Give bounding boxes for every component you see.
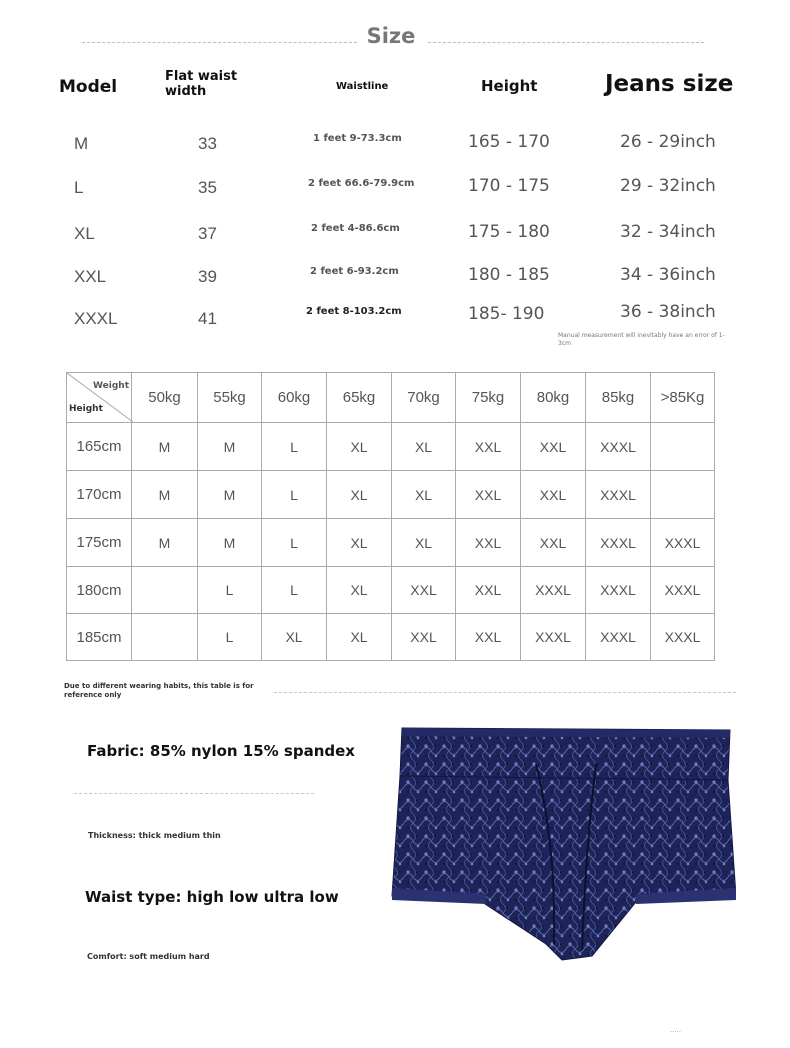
grid-row bbox=[67, 423, 715, 471]
grid-height-label: 165cm bbox=[67, 423, 132, 471]
size-row-height: 165 - 170 bbox=[468, 132, 550, 152]
grid-cell: XL bbox=[327, 423, 392, 471]
grid-cell: XXL bbox=[456, 423, 521, 471]
fabric-divider bbox=[74, 793, 314, 794]
size-row-jeans: 29 - 32inch bbox=[620, 176, 716, 196]
grid-cell: XXXL bbox=[521, 614, 586, 661]
grid-cell: M bbox=[132, 519, 198, 567]
grid-cell: L bbox=[262, 471, 327, 519]
grid-row bbox=[67, 471, 715, 519]
size-grid-table bbox=[66, 372, 715, 661]
grid-cell: XL bbox=[327, 614, 392, 661]
size-row-model: M bbox=[74, 134, 89, 153]
size-row-jeans: 26 - 29inch bbox=[620, 132, 716, 152]
size-row-waist: 2 feet 6-93.2cm bbox=[310, 266, 399, 277]
grid-weight-header: 80kg bbox=[521, 373, 586, 423]
grid-weight-header: 65kg bbox=[327, 373, 392, 423]
size-row-model: XXXL bbox=[74, 309, 118, 328]
size-row-flat: 35 bbox=[198, 178, 217, 197]
grid-cell: XL bbox=[327, 471, 392, 519]
grid-cell bbox=[132, 614, 198, 661]
grid-cell: M bbox=[132, 471, 198, 519]
fabric-label: Fabric: 85% nylon 15% spandex bbox=[87, 742, 355, 760]
grid-weight-header: >85Kg bbox=[651, 373, 715, 423]
grid-corner-cell bbox=[67, 373, 132, 423]
grid-cell: L bbox=[198, 614, 262, 661]
grid-cell bbox=[651, 471, 715, 519]
header-flat-waist-1: Flat waist bbox=[165, 69, 238, 84]
grid-cell: XXL bbox=[392, 614, 456, 661]
grid-height-label: 170cm bbox=[67, 471, 132, 519]
watermark: ····· bbox=[670, 1028, 682, 1036]
grid-cell: XXL bbox=[456, 519, 521, 567]
grid-cell: L bbox=[262, 423, 327, 471]
grid-cell: XXXL bbox=[651, 614, 715, 661]
grid-cell: L bbox=[262, 567, 327, 614]
grid-cell: XXL bbox=[392, 567, 456, 614]
size-row-jeans: 36 - 38inch bbox=[620, 302, 716, 322]
grid-weight-header: 85kg bbox=[586, 373, 651, 423]
title-divider-right bbox=[428, 42, 704, 43]
grid-row bbox=[67, 614, 715, 661]
grid-cell: XXXL bbox=[521, 567, 586, 614]
grid-cell: XXL bbox=[456, 614, 521, 661]
thickness-label: Thickness: thick medium thin bbox=[88, 831, 221, 840]
grid-cell bbox=[651, 423, 715, 471]
grid-cell: XXXL bbox=[586, 519, 651, 567]
grid-cell: XXL bbox=[521, 471, 586, 519]
grid-cell: M bbox=[132, 423, 198, 471]
size-row-height: 170 - 175 bbox=[468, 176, 550, 196]
waist-type-label: Waist type: high low ultra low bbox=[85, 888, 339, 906]
page-title: Size bbox=[366, 24, 416, 48]
grid-cell: XL bbox=[392, 423, 456, 471]
grid-cell: XL bbox=[262, 614, 327, 661]
grid-cell: XXL bbox=[521, 519, 586, 567]
size-row-waist: 1 feet 9-73.3cm bbox=[313, 133, 402, 144]
grid-cell: L bbox=[198, 567, 262, 614]
header-flat-waist-2: width bbox=[165, 84, 207, 99]
grid-cell bbox=[132, 567, 198, 614]
comfort-label: Comfort: soft medium hard bbox=[87, 952, 210, 961]
header-jeans-size: Jeans size bbox=[605, 71, 734, 97]
size-row-flat: 37 bbox=[198, 224, 217, 243]
grid-cell: XXXL bbox=[651, 567, 715, 614]
size-row-flat: 41 bbox=[198, 309, 217, 328]
grid-row bbox=[67, 567, 715, 614]
grid-cell: M bbox=[198, 423, 262, 471]
grid-corner-height: Height bbox=[69, 404, 103, 414]
grid-cell: XL bbox=[392, 519, 456, 567]
size-row-jeans: 32 - 34inch bbox=[620, 222, 716, 242]
size-row-waist: 2 feet 4-86.6cm bbox=[311, 223, 400, 234]
grid-cell: XXL bbox=[456, 567, 521, 614]
size-row-waist: 2 feet 66.6-79.9cm bbox=[308, 178, 415, 189]
header-height: Height bbox=[481, 77, 538, 95]
grid-weight-header: 60kg bbox=[262, 373, 327, 423]
grid-weight-header: 75kg bbox=[456, 373, 521, 423]
size-row-flat: 39 bbox=[198, 267, 217, 286]
grid-weight-header: 70kg bbox=[392, 373, 456, 423]
grid-cell: XXXL bbox=[586, 614, 651, 661]
grid-cell: L bbox=[262, 519, 327, 567]
reference-divider bbox=[274, 692, 736, 693]
grid-corner-weight: Weight bbox=[93, 381, 129, 391]
grid-cell: XXL bbox=[521, 423, 586, 471]
size-row-height: 180 - 185 bbox=[468, 265, 550, 285]
grid-weight-header: 50kg bbox=[132, 373, 198, 423]
grid-weight-header: 55kg bbox=[198, 373, 262, 423]
size-row-model: XL bbox=[74, 224, 95, 243]
grid-cell: XL bbox=[392, 471, 456, 519]
size-row-model: XXL bbox=[74, 267, 107, 286]
grid-height-label: 180cm bbox=[67, 567, 132, 614]
grid-cell: XXXL bbox=[586, 423, 651, 471]
grid-cell: M bbox=[198, 519, 262, 567]
size-row-waist: 2 feet 8-103.2cm bbox=[306, 306, 402, 317]
reference-note: Due to different wearing habits, this table is for reference only bbox=[64, 682, 254, 699]
grid-height-label: 185cm bbox=[67, 614, 132, 661]
grid-cell: XXL bbox=[456, 471, 521, 519]
size-row-height: 185- 190 bbox=[468, 304, 545, 324]
measurement-note: Manual measurement will inevitably have an error of 1-3cm bbox=[558, 332, 725, 347]
size-row-model: L bbox=[74, 178, 84, 197]
grid-cell: XXXL bbox=[651, 519, 715, 567]
size-row-height: 175 - 180 bbox=[468, 222, 550, 242]
size-row-jeans: 34 - 36inch bbox=[620, 265, 716, 285]
grid-row bbox=[67, 519, 715, 567]
size-row-flat: 33 bbox=[198, 134, 217, 153]
grid-cell: XXXL bbox=[586, 471, 651, 519]
grid-header-row bbox=[67, 373, 715, 423]
header-waistline: Waistline bbox=[336, 81, 389, 92]
grid-cell: M bbox=[198, 471, 262, 519]
title-divider-left bbox=[82, 42, 357, 43]
grid-cell: XXXL bbox=[586, 567, 651, 614]
product-boxer-image bbox=[386, 724, 736, 964]
header-model: Model bbox=[59, 77, 118, 97]
grid-cell: XL bbox=[327, 519, 392, 567]
grid-height-label: 175cm bbox=[67, 519, 132, 567]
grid-cell: XL bbox=[327, 567, 392, 614]
